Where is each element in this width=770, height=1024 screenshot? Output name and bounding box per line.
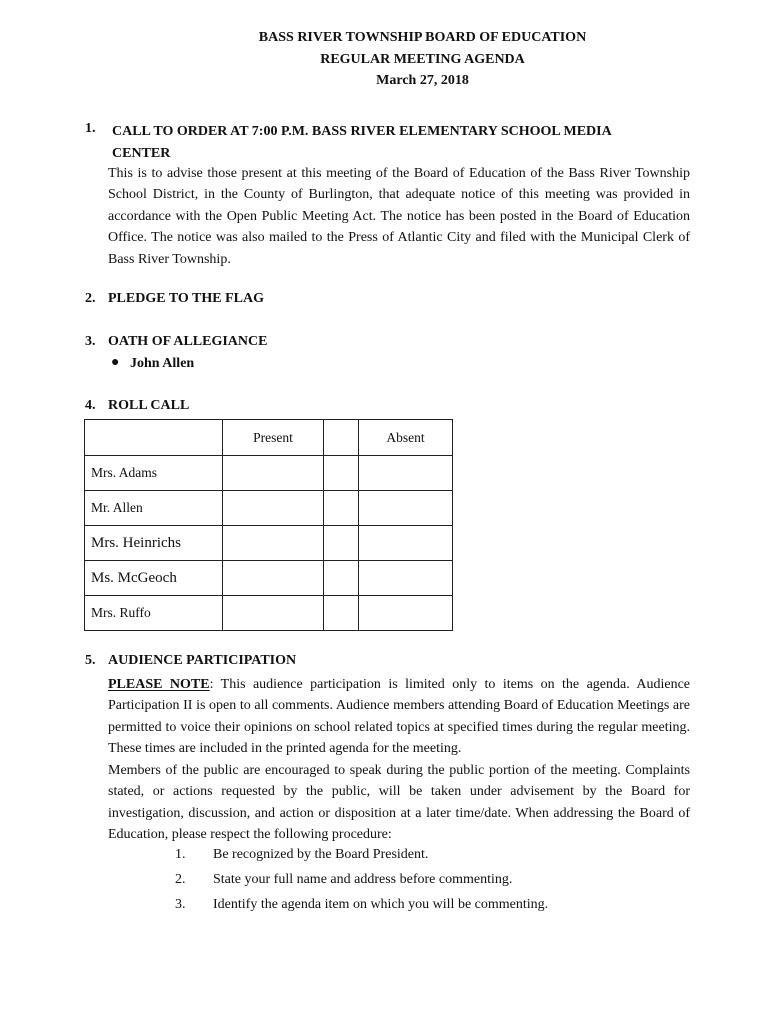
section-5-title: AUDIENCE PARTICIPATION xyxy=(108,653,297,668)
section-5-note-paragraph xyxy=(108,674,690,760)
section-1-number: 1. xyxy=(85,121,96,136)
section-2-number: 2. xyxy=(85,291,96,306)
section-3-number: 3. xyxy=(85,334,96,349)
section-1-notice-paragraph: This is to advise those present at this meeting of the Board of Education of the Bass River Township School District, in the County of Burlington, that adequate notice of this meeting was provided in accordance with the Open Public Meeting Act. The notice has been posted in the Board of Education Office. The notice was also mailed to the Press of Atlantic City and filed with the Municipal Clerk of Bass River Township. xyxy=(108,166,690,267)
section-5-number: 5. xyxy=(85,653,96,668)
absent-cell xyxy=(359,526,453,561)
roll-call-header-blank xyxy=(324,420,359,456)
procedure-list xyxy=(175,845,548,920)
list-item xyxy=(175,845,548,870)
oath-name: John Allen xyxy=(130,356,195,371)
member-name: Mr. Allen xyxy=(85,491,223,526)
note-colon: : xyxy=(209,677,214,692)
procedure-text: Be recognized by the Board President. xyxy=(213,847,429,862)
present-cell xyxy=(223,491,324,526)
present-cell xyxy=(223,561,324,596)
blank-cell xyxy=(324,456,359,491)
section-1-title-line2: CENTER xyxy=(112,145,171,161)
document-header xyxy=(0,27,770,92)
member-name: Mrs. Adams xyxy=(85,456,223,491)
roll-call-table xyxy=(84,419,453,631)
header-date: March 27, 2018 xyxy=(376,73,469,88)
bullet-dot-icon: ● xyxy=(111,355,120,370)
section-5-public-paragraph: Members of the public are encouraged to speak during the public portion of the meeting. Complaints stated, or actions requested by the public, will be taken under advisement by the Board for investigation, discussion, and action or disposition at a later time/date. When addressing the Board of Education, please respect the following procedure: xyxy=(108,763,690,843)
please-note-label: PLEASE NOTE xyxy=(108,677,210,692)
blank-cell xyxy=(324,596,359,631)
list-item xyxy=(175,870,548,895)
roll-call-header-present: Present xyxy=(223,420,324,456)
roll-call-header-row xyxy=(85,420,453,456)
roll-call-header-absent: Absent xyxy=(359,420,453,456)
procedure-text: State your full name and address before commenting. xyxy=(213,872,513,887)
roll-call-header-name xyxy=(85,420,223,456)
section-1-title xyxy=(112,121,612,164)
section-3-title: OATH OF ALLEGIANCE xyxy=(108,334,268,349)
member-name: Mrs. Ruffo xyxy=(85,596,223,631)
table-row xyxy=(85,491,453,526)
note-text: This audience participation is limited only to items on the agenda. Audience Participation II is open to all comments. Audience members attending Board of Education Meetings are permitted to voice their opinions on school related topics at specified times during the regular meeting. These times are included in the printed agenda for the meeting. xyxy=(108,677,691,757)
table-row xyxy=(85,596,453,631)
header-agenda-title: REGULAR MEETING AGENDA xyxy=(320,51,525,67)
absent-cell xyxy=(359,456,453,491)
table-row xyxy=(85,526,453,561)
list-item xyxy=(175,895,548,920)
procedure-number: 3. xyxy=(175,897,186,912)
member-name: Ms. McGeoch xyxy=(85,561,223,596)
blank-cell xyxy=(324,526,359,561)
header-board-name: BASS RIVER TOWNSHIP BOARD OF EDUCATION xyxy=(258,30,587,45)
member-name: Mrs. Heinrichs xyxy=(85,526,223,561)
blank-cell xyxy=(324,561,359,596)
section-4-number: 4. xyxy=(85,398,96,413)
procedure-number: 1. xyxy=(175,847,186,862)
table-row xyxy=(85,561,453,596)
blank-cell xyxy=(324,491,359,526)
present-cell xyxy=(223,526,324,561)
present-cell xyxy=(223,456,324,491)
procedure-number: 2. xyxy=(175,872,186,887)
section-1-title-line1: CALL TO ORDER AT 7:00 P.M. BASS RIVER ELEMENTARY SCHOOL MEDIA xyxy=(112,124,612,139)
section-4-title: ROLL CALL xyxy=(108,398,190,413)
absent-cell xyxy=(359,596,453,631)
table-row xyxy=(85,456,453,491)
absent-cell xyxy=(359,561,453,596)
absent-cell xyxy=(359,491,453,526)
procedure-text: Identify the agenda item on which you will be commenting. xyxy=(213,897,549,912)
present-cell xyxy=(223,596,324,631)
section-2-title: PLEDGE TO THE FLAG xyxy=(108,291,264,306)
